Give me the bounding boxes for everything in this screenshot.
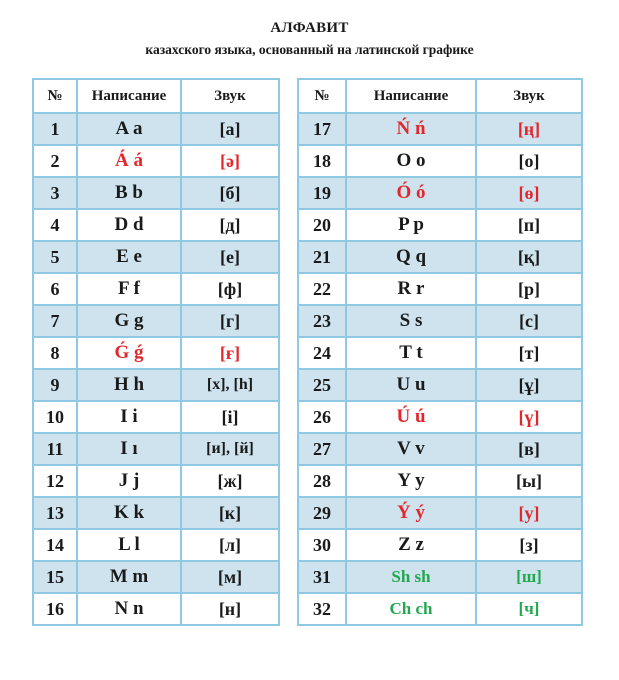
table-row: [33, 593, 279, 625]
letter-spelling: G g: [77, 305, 181, 337]
letter-spelling: F f: [77, 273, 181, 305]
letter-number: 20: [298, 209, 346, 241]
letter-spelling: A a: [77, 113, 181, 145]
table-row: [33, 561, 279, 593]
letter-number: 6: [33, 273, 77, 305]
letter-sound: [ы]: [476, 465, 582, 497]
letter-number: 23: [298, 305, 346, 337]
letter-sound: [қ]: [476, 241, 582, 273]
table-row: [33, 369, 279, 401]
letter-sound: [і]: [181, 401, 279, 433]
letter-number: 26: [298, 401, 346, 433]
letter-number: 18: [298, 145, 346, 177]
letter-spelling: Ú ú: [346, 401, 476, 433]
table-row: [298, 433, 582, 465]
letter-number: 28: [298, 465, 346, 497]
letter-spelling: Y y: [346, 465, 476, 497]
table-row: [33, 337, 279, 369]
letter-sound: [ч]: [476, 593, 582, 625]
letter-sound: [у]: [476, 497, 582, 529]
letter-sound: [р]: [476, 273, 582, 305]
table-header-row: [33, 79, 279, 113]
page-subtitle: казахского языка, основанный на латинской графике: [145, 42, 474, 57]
letter-spelling: H h: [77, 369, 181, 401]
letter-sound: [д]: [181, 209, 279, 241]
letter-number: 13: [33, 497, 77, 529]
letter-sound: [н]: [181, 593, 279, 625]
letter-sound: [л]: [181, 529, 279, 561]
letter-number: 8: [33, 337, 77, 369]
letter-sound: [ф]: [181, 273, 279, 305]
letter-sound: [ш]: [476, 561, 582, 593]
letter-number: 3: [33, 177, 77, 209]
header-number: №: [33, 79, 77, 113]
letter-number: 21: [298, 241, 346, 273]
header-spelling: Написание: [77, 79, 181, 113]
letter-number: 7: [33, 305, 77, 337]
table-row: [298, 273, 582, 305]
letter-sound: [п]: [476, 209, 582, 241]
letter-number: 14: [33, 529, 77, 561]
letter-number: 1: [33, 113, 77, 145]
letter-sound: [ә]: [181, 145, 279, 177]
table-row: [33, 401, 279, 433]
table-header-row: [298, 79, 582, 113]
letter-sound: [и], [й]: [181, 433, 279, 465]
table-row: [33, 497, 279, 529]
letter-number: 17: [298, 113, 346, 145]
letter-number: 10: [33, 401, 77, 433]
letter-number: 2: [33, 145, 77, 177]
table-row: [298, 177, 582, 209]
letter-sound: [в]: [476, 433, 582, 465]
table-row: [298, 529, 582, 561]
letter-number: 15: [33, 561, 77, 593]
page-title: АЛФАВИТ: [270, 20, 349, 36]
letter-spelling: R r: [346, 273, 476, 305]
letter-sound: [х], [h]: [181, 369, 279, 401]
letter-sound: [ң]: [476, 113, 582, 145]
letter-number: 25: [298, 369, 346, 401]
letter-spelling: L l: [77, 529, 181, 561]
letter-number: 4: [33, 209, 77, 241]
letter-spelling: O o: [346, 145, 476, 177]
letter-spelling: I i: [77, 401, 181, 433]
table-row: [298, 241, 582, 273]
letter-number: 24: [298, 337, 346, 369]
letter-sound: [м]: [181, 561, 279, 593]
table-row: [298, 593, 582, 625]
letter-number: 30: [298, 529, 346, 561]
letter-spelling: T t: [346, 337, 476, 369]
letter-number: 22: [298, 273, 346, 305]
letter-spelling: Ń ń: [346, 113, 476, 145]
table-row: [298, 369, 582, 401]
header-sound: Звук: [476, 79, 582, 113]
letter-spelling: B b: [77, 177, 181, 209]
letter-sound: [с]: [476, 305, 582, 337]
letter-spelling: V v: [346, 433, 476, 465]
header-spelling: Написание: [346, 79, 476, 113]
table-row: [298, 305, 582, 337]
table-row: [33, 529, 279, 561]
letter-number: 19: [298, 177, 346, 209]
letter-spelling: M m: [77, 561, 181, 593]
table-row: [298, 561, 582, 593]
alphabet-table-right: [297, 78, 583, 626]
table-row: [298, 113, 582, 145]
letter-number: 32: [298, 593, 346, 625]
table-row: [298, 401, 582, 433]
letter-number: 9: [33, 369, 77, 401]
table-row: [298, 465, 582, 497]
letter-sound: [з]: [476, 529, 582, 561]
table-row: [298, 337, 582, 369]
letter-number: 29: [298, 497, 346, 529]
letter-sound: [ү]: [476, 401, 582, 433]
letter-spelling: S s: [346, 305, 476, 337]
table-row: [33, 209, 279, 241]
letter-number: 16: [33, 593, 77, 625]
letter-number: 27: [298, 433, 346, 465]
letter-spelling: Z z: [346, 529, 476, 561]
header-number: №: [298, 79, 346, 113]
table-row: [33, 241, 279, 273]
letter-sound: [к]: [181, 497, 279, 529]
letter-spelling: U u: [346, 369, 476, 401]
letter-sound: [т]: [476, 337, 582, 369]
header-sound: Звук: [181, 79, 279, 113]
letter-sound: [ұ]: [476, 369, 582, 401]
table-row: [33, 273, 279, 305]
table-row: [33, 177, 279, 209]
letter-number: 11: [33, 433, 77, 465]
letter-spelling: Sh sh: [346, 561, 476, 593]
table-row: [33, 465, 279, 497]
table-row: [33, 305, 279, 337]
letter-sound: [ж]: [181, 465, 279, 497]
letter-spelling: I ı: [77, 433, 181, 465]
letter-spelling: E e: [77, 241, 181, 273]
letter-spelling: Ǵ ǵ: [77, 337, 181, 369]
letter-spelling: Q q: [346, 241, 476, 273]
letter-number: 31: [298, 561, 346, 593]
alphabet-table-left: [32, 78, 280, 626]
letter-sound: [а]: [181, 113, 279, 145]
letter-sound: [е]: [181, 241, 279, 273]
letter-spelling: Á á: [77, 145, 181, 177]
letter-spelling: D d: [77, 209, 181, 241]
table-row: [298, 497, 582, 529]
letter-spelling: J j: [77, 465, 181, 497]
table-row: [33, 113, 279, 145]
letter-sound: [ө]: [476, 177, 582, 209]
letter-sound: [ғ]: [181, 337, 279, 369]
table-row: [33, 145, 279, 177]
letter-spelling: Ý ý: [346, 497, 476, 529]
letter-sound: [о]: [476, 145, 582, 177]
letter-sound: [б]: [181, 177, 279, 209]
letter-spelling: Ó ó: [346, 177, 476, 209]
letter-spelling: K k: [77, 497, 181, 529]
letter-sound: [г]: [181, 305, 279, 337]
letter-spelling: P p: [346, 209, 476, 241]
letter-spelling: N n: [77, 593, 181, 625]
letter-spelling: Ch ch: [346, 593, 476, 625]
letter-number: 5: [33, 241, 77, 273]
letter-number: 12: [33, 465, 77, 497]
table-row: [298, 145, 582, 177]
table-row: [33, 433, 279, 465]
table-row: [298, 209, 582, 241]
